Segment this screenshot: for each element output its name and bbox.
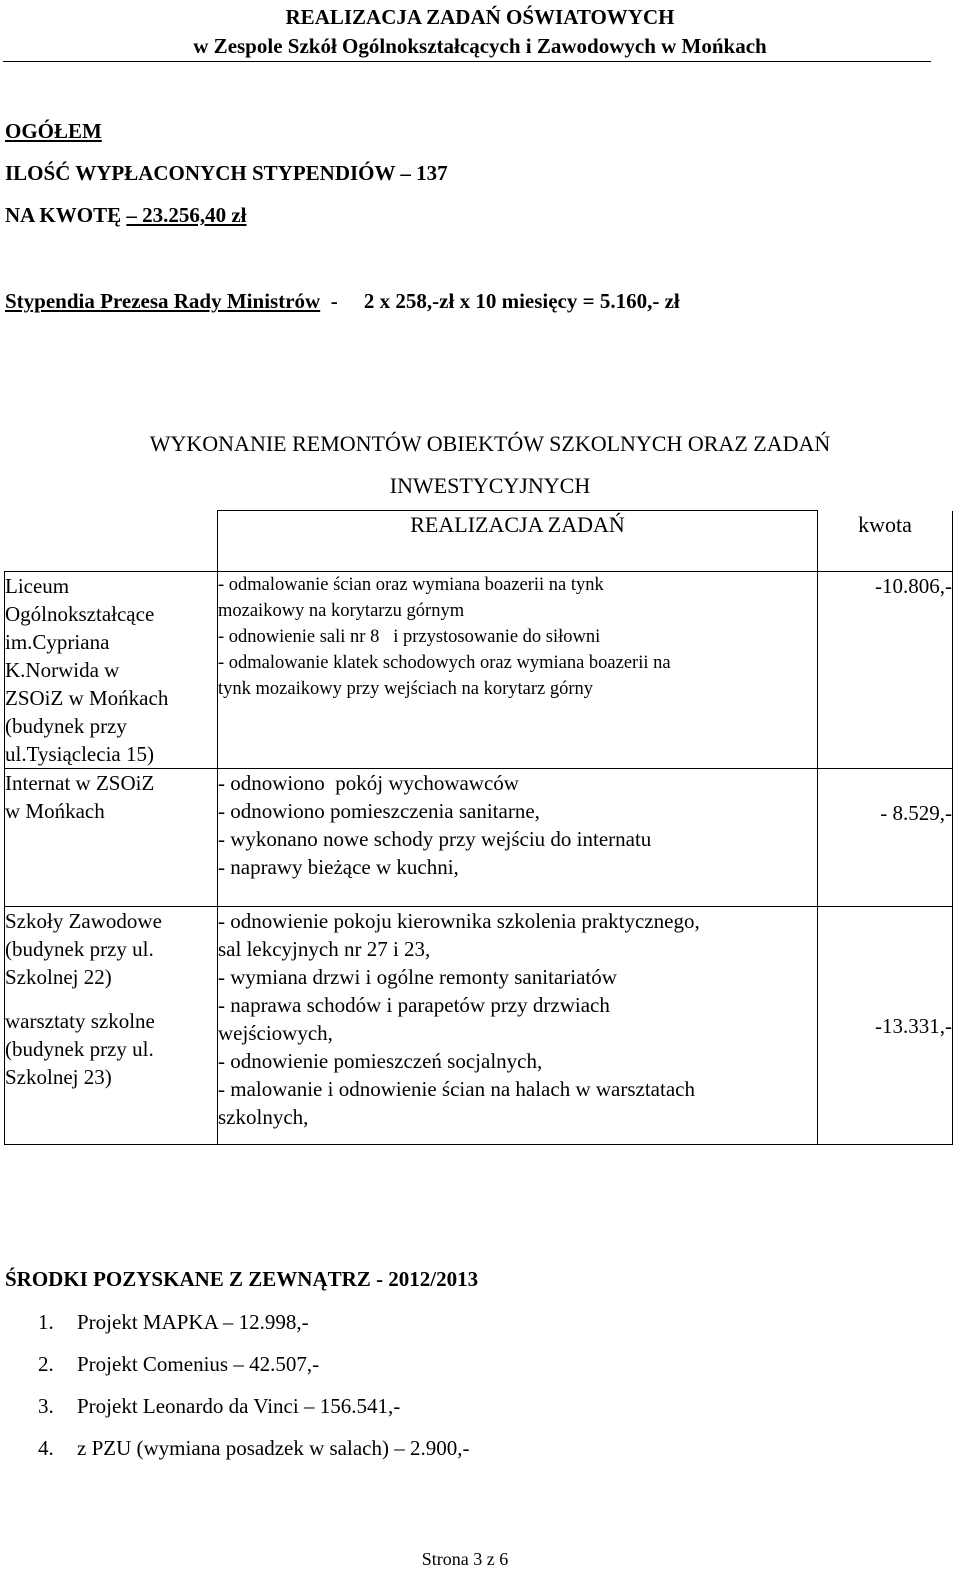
place-line: K.Norwida w	[5, 658, 120, 682]
header-divider	[3, 61, 931, 62]
pm-scholarship	[5, 288, 680, 314]
task-line: - naprawa schodów i parapetów przy drzwiach	[218, 993, 610, 1017]
task-line: - odmalowanie ścian oraz wymiana boazerii na tynk	[218, 575, 604, 595]
task-line: - wymiana drzwi i ogólne remonty sanitariatów	[218, 965, 617, 989]
task-line: szkolnych,	[218, 1105, 309, 1129]
place-line: Szkolnej 23)	[5, 1065, 112, 1089]
list-number: 4.	[38, 1436, 54, 1460]
place-line: ul.Tysiąclecia 15)	[5, 742, 154, 766]
task-line: - odnowiono pokój wychowawców	[218, 771, 519, 795]
table-header-row	[5, 511, 953, 572]
list-text: Projekt Comenius – 42.507,-	[77, 1352, 320, 1376]
task-line: - odnowienie pomieszczeń socjalnych,	[218, 1049, 543, 1073]
amount-cell: -10.806,-	[818, 572, 953, 769]
amount-cell: -13.331,-	[818, 907, 953, 1145]
task-line: - odnowienie pokoju kierownika szkolenia praktycznego,	[218, 909, 700, 933]
amount-label: NA KWOTĘ	[5, 203, 127, 227]
header-subtitle: w Zespole Szkół Ogólnokształcących i Zawodowych w Mońkach	[193, 34, 767, 58]
pm-scholarship-label: Stypendia Prezesa Rady Ministrów	[5, 289, 321, 313]
place-line: Liceum	[5, 574, 70, 598]
task-line: mozaikowy na korytarzu górnym	[218, 601, 465, 621]
page-number: Strona 3 z 6	[421, 1549, 509, 1569]
task-line: - odmalowanie klatek schodowych oraz wymiana boazerii na	[218, 653, 671, 673]
scholarship-amount	[5, 202, 247, 228]
place-line: (budynek przy ul.	[5, 937, 154, 961]
tasks-cell	[218, 572, 818, 769]
col-header-tasks: REALIZACJA ZADAŃ	[218, 511, 818, 572]
place-line: ZSOiZ w Mońkach	[5, 686, 169, 710]
list-text: z PZU (wymiana posadzek w salach) – 2.900,-	[77, 1436, 470, 1460]
place-line: w Mońkach	[5, 799, 105, 823]
place-line: Szkolnej 22)	[5, 965, 112, 989]
header-title: REALIZACJA ZADAŃ OŚWIATOWYCH	[285, 5, 675, 29]
place-line: Szkoły Zawodowe	[5, 909, 162, 933]
place-line: (budynek przy ul.	[5, 1037, 154, 1061]
amount-value: – 23.256,40 zł	[126, 203, 247, 227]
tasks-cell	[218, 907, 818, 1145]
list-text: Projekt MAPKA – 12.998,-	[77, 1310, 309, 1334]
pm-scholarship-calc: - 2 x 258,-zł x 10 miesięcy = 5.160,- zł	[320, 289, 680, 313]
task-line: wejściowych,	[218, 1021, 333, 1045]
place-line: warsztaty szkolne	[5, 1009, 155, 1033]
task-line: sal lekcyjnych nr 27 i 23,	[218, 937, 431, 961]
place-cell	[5, 907, 218, 1145]
place-line: (budynek przy	[5, 714, 127, 738]
place-cell	[5, 769, 218, 907]
scholarship-count: ILOŚĆ WYPŁACONYCH STYPENDIÓW – 137	[5, 161, 448, 185]
place-line: im.Cypriana	[5, 630, 110, 654]
renovation-table	[4, 510, 953, 1145]
task-line: - odnowiono pomieszczenia sanitarne,	[218, 799, 540, 823]
table-row	[5, 769, 953, 907]
list-number: 3.	[38, 1394, 54, 1418]
task-line: tynk mozaikowy przy wejściach na korytarz górny	[218, 679, 594, 699]
task-line: - odnowienie sali nr 8 i przystosowanie do siłowni	[218, 627, 601, 647]
tasks-cell	[218, 769, 818, 907]
table-row	[5, 572, 953, 769]
summary-heading: OGÓŁEM	[5, 119, 102, 143]
external-funds-heading: ŚRODKI POZYSKANE Z ZEWNĄTRZ - 2012/2013	[5, 1267, 479, 1291]
table-row	[5, 907, 953, 1145]
task-line: - malowanie i odnowienie ścian na halach w warsztatach	[218, 1077, 695, 1101]
task-line: - naprawy bieżące w kuchni,	[218, 855, 459, 879]
section-title-cont: INWESTYCYJNYCH	[389, 473, 591, 498]
list-number: 2.	[38, 1352, 54, 1376]
place-line: Internat w ZSOiZ	[5, 771, 155, 795]
section-title: WYKONANIE REMONTÓW OBIEKTÓW SZKOLNYCH ORAZ ZADAŃ	[149, 431, 831, 456]
amount-cell: - 8.529,-	[818, 769, 953, 907]
place-cell	[5, 572, 218, 769]
table-corner	[5, 511, 218, 572]
col-header-amount: kwota	[818, 511, 953, 572]
list-number: 1.	[38, 1310, 54, 1334]
list-text: Projekt Leonardo da Vinci – 156.541,-	[77, 1394, 401, 1418]
task-line: - wykonano nowe schody przy wejściu do internatu	[218, 827, 652, 851]
place-line: Ogólnokształcące	[5, 602, 155, 626]
